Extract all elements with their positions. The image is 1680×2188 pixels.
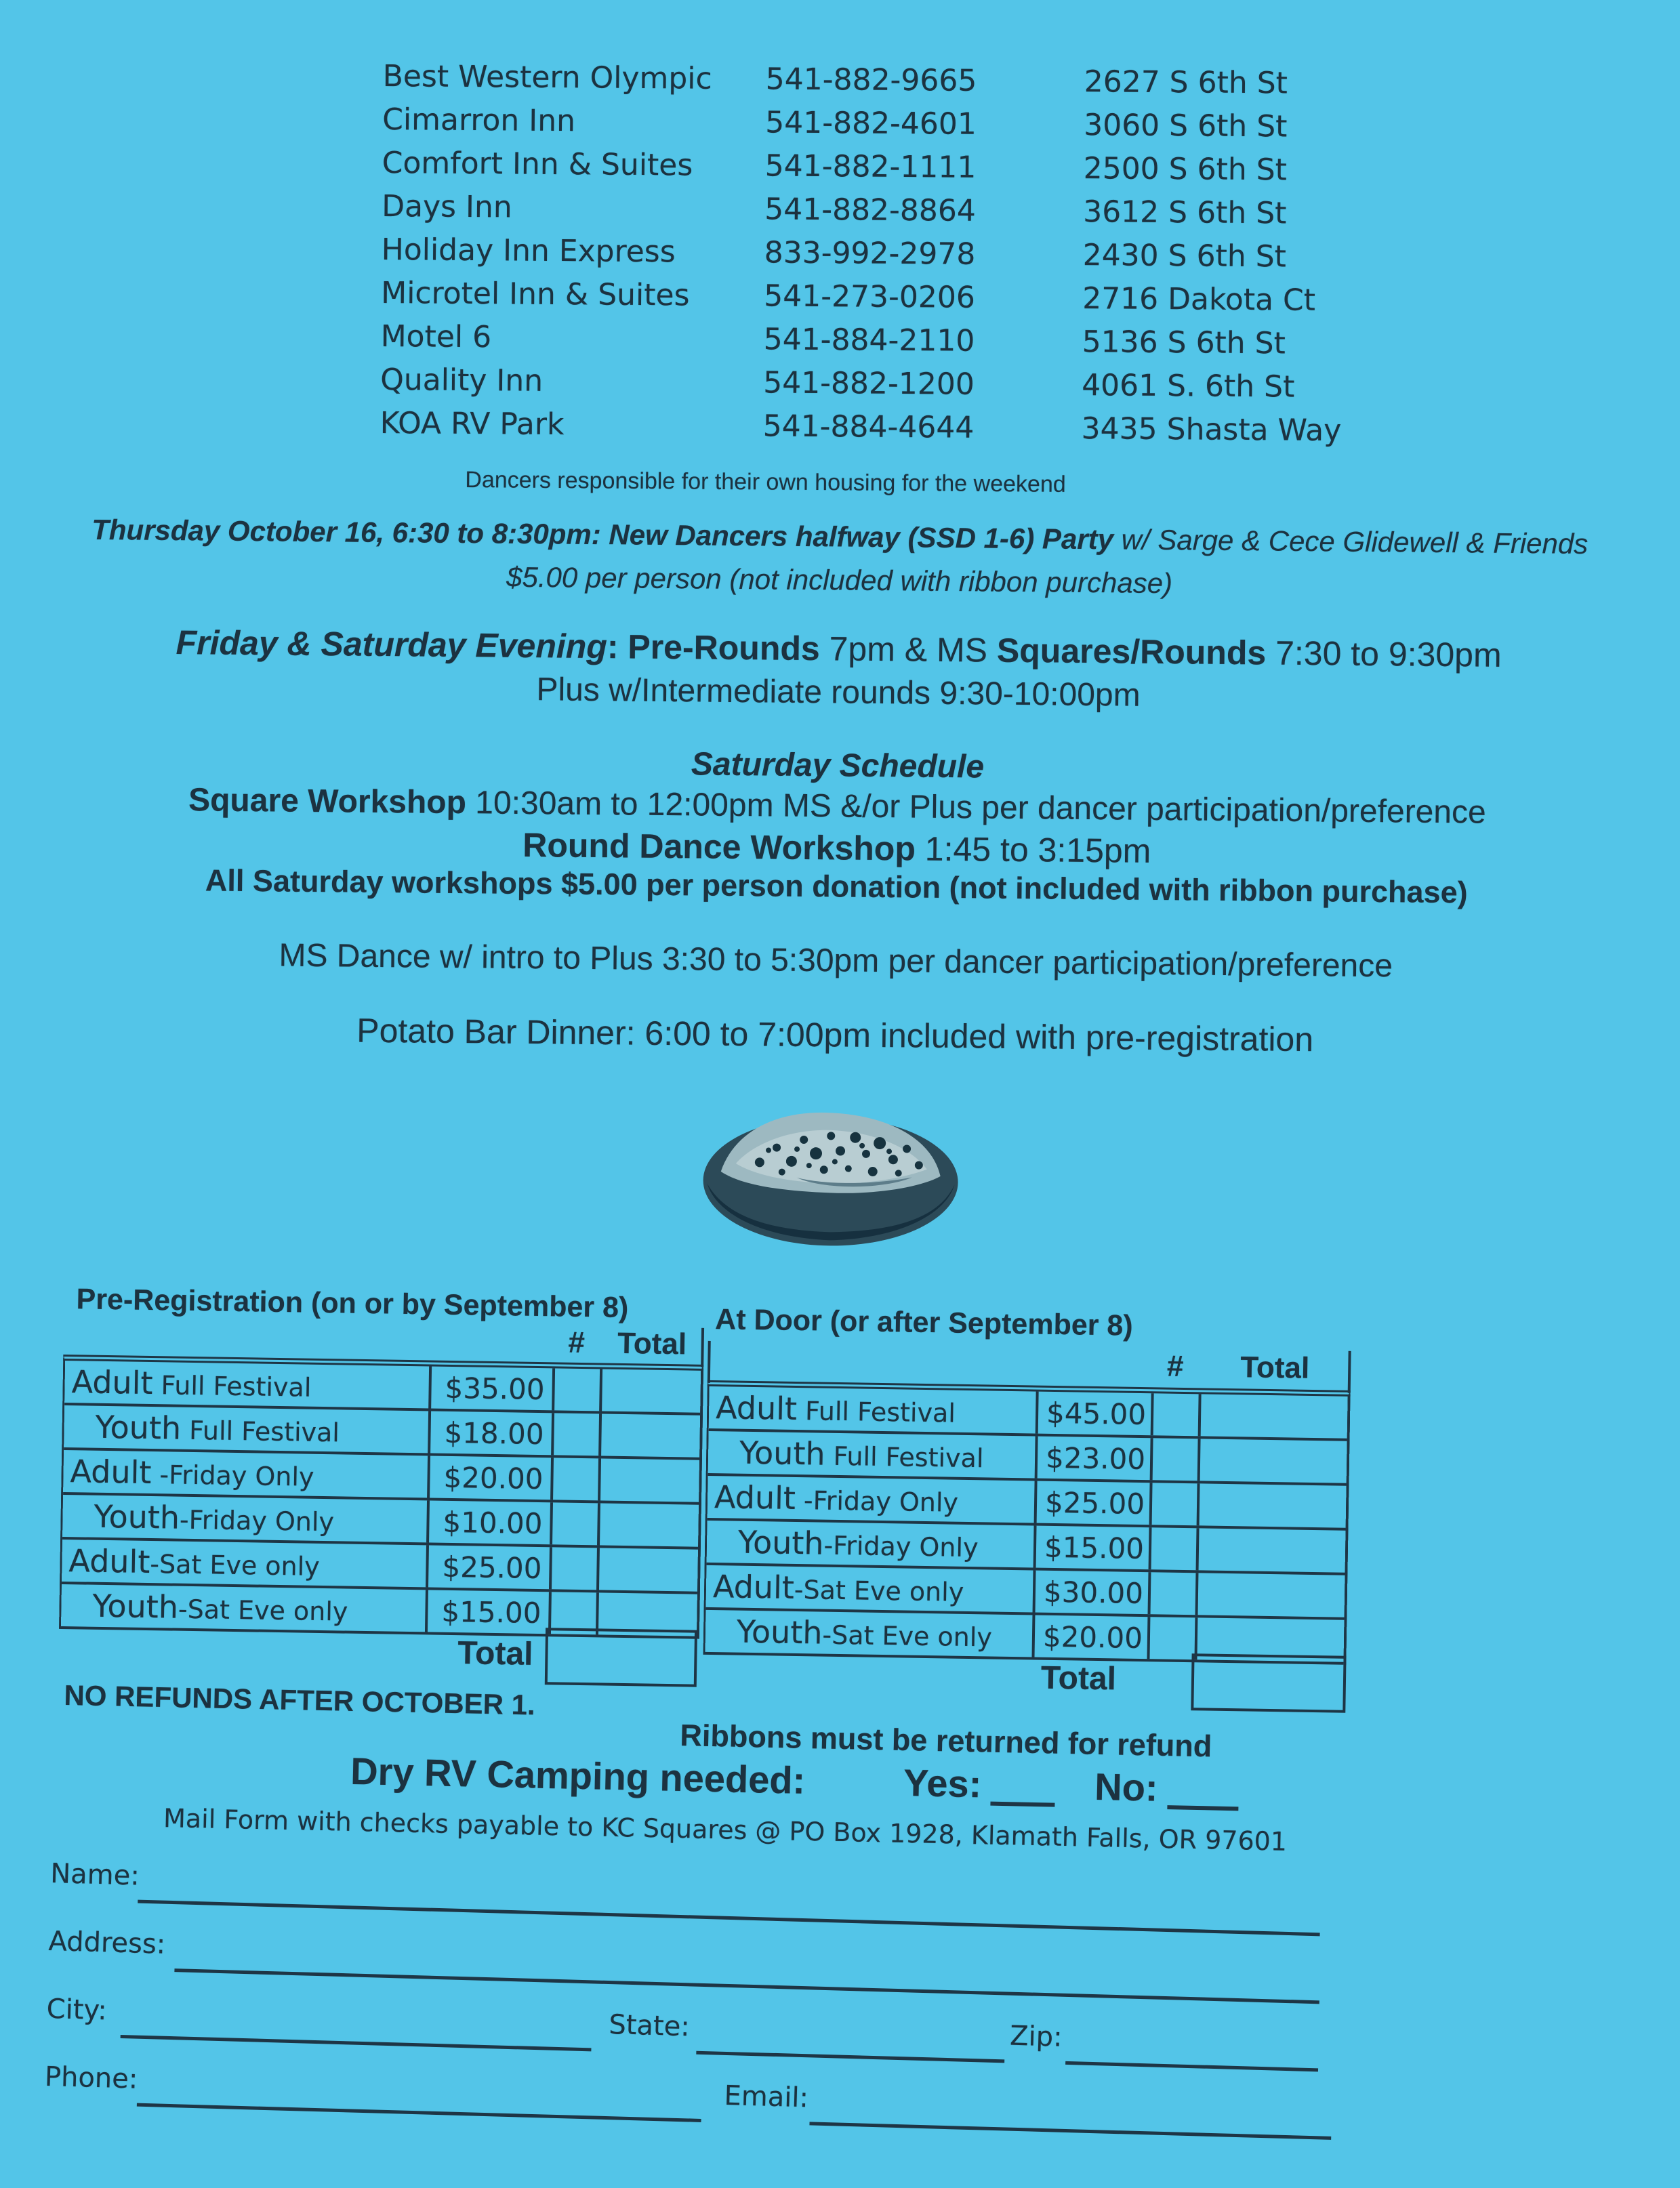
address-line[interactable] bbox=[174, 1968, 1319, 2004]
hotel-address: 5136 S 6th St bbox=[1082, 324, 1286, 360]
hotel-name: Quality Inn bbox=[380, 362, 544, 398]
item-price: $15.00 bbox=[425, 1590, 549, 1634]
item-main: Youth bbox=[92, 1587, 179, 1626]
friday-saturday-title: Friday & Saturday Evening bbox=[176, 623, 608, 666]
workshop-donation-note: All Saturday workshops $5.00 per person donation (not included with ribbon purchase) bbox=[205, 863, 1468, 910]
name-label: Name: bbox=[49, 1858, 140, 1892]
state-line[interactable] bbox=[696, 2051, 1004, 2063]
item-main: Youth bbox=[736, 1613, 823, 1651]
potato-bar-dinner-line: Potato Bar Dinner: 6:00 to 7:00pm included with pre-registration bbox=[356, 1011, 1314, 1059]
hotel-address: 2430 S 6th St bbox=[1082, 237, 1287, 274]
item-price: $20.00 bbox=[427, 1456, 551, 1500]
no-label: No: bbox=[1094, 1764, 1159, 1809]
total-column-header: Total bbox=[1239, 1350, 1310, 1385]
square-workshop-label: Square Workshop bbox=[188, 782, 467, 821]
item-main: Adult bbox=[71, 1363, 153, 1402]
ribbons-refund-note: Ribbons must be returned for refund bbox=[679, 1718, 1212, 1764]
count-column-header: # bbox=[568, 1325, 586, 1360]
item-sub: Full Festival bbox=[825, 1441, 984, 1474]
item-main: Adult bbox=[68, 1542, 150, 1581]
item-main: Youth bbox=[94, 1498, 180, 1536]
hotel-name: Microtel Inn & Suites bbox=[381, 275, 690, 313]
item-sub: -Sat Eve only bbox=[822, 1619, 993, 1653]
city-label: City: bbox=[46, 1993, 108, 2027]
housing-note: Dancers responsible for their own housing for the weekend bbox=[465, 466, 1066, 497]
hotel-name: Motel 6 bbox=[380, 318, 492, 354]
hotel-phone: 541-882-9665 bbox=[765, 61, 977, 98]
table-title: At Door (or after September 8) bbox=[714, 1303, 1134, 1342]
no-refunds-note: NO REFUNDS AFTER OCTOBER 1. bbox=[64, 1679, 536, 1721]
hotel-phone: 541-882-4601 bbox=[765, 104, 977, 142]
hotel-name: Holiday Inn Express bbox=[381, 232, 676, 269]
item-main: Youth bbox=[95, 1408, 182, 1447]
item-sub: -Friday Only bbox=[795, 1485, 959, 1518]
pre-rounds-label: Pre-Rounds bbox=[628, 627, 821, 668]
zip-line[interactable] bbox=[1065, 2061, 1318, 2071]
city-line[interactable] bbox=[121, 2035, 592, 2051]
hotel-phone: 541-273-0206 bbox=[764, 278, 976, 315]
state-label: State: bbox=[608, 2009, 691, 2043]
hotel-name: Days Inn bbox=[382, 188, 512, 225]
round-workshop-label: Round Dance Workshop bbox=[523, 825, 916, 868]
hotel-address: 2716 Dakota Ct bbox=[1082, 281, 1316, 318]
item-main: Adult bbox=[712, 1568, 795, 1606]
item-price: $18.00 bbox=[428, 1411, 552, 1455]
table-title: Pre-Registration (on or by September 8) bbox=[76, 1283, 629, 1325]
hotel-phone: 541-884-2110 bbox=[763, 321, 975, 358]
item-main: Adult bbox=[70, 1453, 152, 1491]
round-workshop-details: 1:45 to 3:15pm bbox=[915, 829, 1151, 870]
item-price: $25.00 bbox=[1034, 1481, 1150, 1525]
item-price: $23.00 bbox=[1035, 1437, 1151, 1481]
hotel-name: Cimarron Inn bbox=[382, 102, 576, 138]
separator: : bbox=[607, 627, 628, 666]
yes-label: Yes: bbox=[903, 1760, 983, 1806]
item-main: Adult bbox=[714, 1479, 796, 1516]
hotel-phone: 541-884-4644 bbox=[762, 408, 975, 445]
item-sub: -Sat Eve only bbox=[178, 1594, 348, 1627]
item-main: Youth bbox=[737, 1523, 825, 1562]
plus-rounds-line: Plus w/Intermediate rounds 9:30-10:00pm bbox=[536, 672, 1141, 714]
phone-line[interactable] bbox=[137, 2103, 701, 2122]
grand-total-label: Total bbox=[457, 1635, 533, 1672]
squares-rounds-label: Squares/Rounds bbox=[996, 631, 1267, 672]
hotel-phone: 541-882-8864 bbox=[764, 191, 977, 228]
rv-camping-question: Dry RV Camping needed: bbox=[350, 1749, 806, 1802]
count-column-header: # bbox=[1166, 1349, 1184, 1383]
hotel-name: KOA RV Park bbox=[380, 405, 565, 442]
item-price: $10.00 bbox=[426, 1500, 550, 1544]
hotel-address: 2627 S 6th St bbox=[1084, 64, 1288, 100]
friday-mid-text: 7pm & MS bbox=[819, 629, 998, 669]
item-sub: -Friday Only bbox=[151, 1460, 314, 1492]
thursday-party-callers: w/ Sarge & Cece Glidewell & Friends bbox=[1113, 523, 1589, 560]
mail-instruction: Mail Form with checks payable to KC Squares @ PO Box 1928, Klamath Falls, OR 97601 bbox=[163, 1803, 1288, 1857]
item-sub: Full Festival bbox=[180, 1415, 340, 1448]
hotel-address: 3435 Shasta Way bbox=[1081, 411, 1342, 448]
friday-times: 7:30 to 9:30pm bbox=[1265, 634, 1502, 674]
phone-label: Phone: bbox=[44, 2061, 138, 2095]
saturday-schedule-heading: Saturday Schedule bbox=[691, 746, 985, 785]
hotel-phone: 541-882-1111 bbox=[764, 148, 977, 185]
total-column-header: Total bbox=[617, 1326, 687, 1361]
item-price: $15.00 bbox=[1033, 1526, 1149, 1570]
address-label: Address: bbox=[47, 1925, 166, 1960]
item-price: $25.00 bbox=[426, 1545, 550, 1589]
hotel-phone: 541-882-1200 bbox=[762, 365, 975, 402]
item-sub: -Friday Only bbox=[179, 1504, 335, 1537]
item-sub: -Friday Only bbox=[823, 1530, 979, 1563]
hotel-address: 4061 S. 6th St bbox=[1081, 367, 1295, 405]
item-main: Adult bbox=[715, 1389, 798, 1427]
ms-dance-line: MS Dance w/ intro to Plus 3:30 to 5:30pm per dancer participation/preference bbox=[279, 937, 1393, 985]
party-fee-line: $5.00 per person (not included with ribbon purchase) bbox=[506, 560, 1173, 600]
item-price: $35.00 bbox=[428, 1366, 552, 1410]
thursday-party-main: Thursday October 16, 6:30 to 8:30pm: New Dancers halfway (SSD 1-6) Party bbox=[91, 513, 1114, 556]
item-main: Youth bbox=[739, 1434, 826, 1472]
item-price: $45.00 bbox=[1036, 1392, 1151, 1436]
hotel-name: Best Western Olympic bbox=[382, 58, 712, 96]
item-price: $30.00 bbox=[1033, 1571, 1149, 1615]
hotel-address: 2500 S 6th St bbox=[1083, 150, 1288, 187]
email-label: Email: bbox=[723, 2080, 809, 2114]
item-sub: Full Festival bbox=[152, 1370, 312, 1403]
name-line[interactable] bbox=[138, 1900, 1319, 1937]
hotel-address: 3060 S 6th St bbox=[1083, 107, 1288, 144]
hotel-name: Comfort Inn & Suites bbox=[382, 145, 693, 183]
item-sub: -Sat Eve only bbox=[794, 1574, 964, 1607]
item-sub: Full Festival bbox=[796, 1396, 956, 1428]
item-price: $20.00 bbox=[1031, 1615, 1147, 1659]
email-line[interactable] bbox=[809, 2122, 1331, 2139]
hotel-address: 3612 S 6th St bbox=[1082, 194, 1287, 230]
hotel-phone: 833-992-2978 bbox=[764, 234, 976, 272]
square-workshop-details: 10:30am to 12:00pm MS &/or Plus per dancer participation/preference bbox=[466, 785, 1486, 831]
zip-label: Zip: bbox=[1009, 2020, 1063, 2053]
grand-total-label: Total bbox=[1040, 1659, 1117, 1697]
item-sub: -Sat Eve only bbox=[149, 1549, 321, 1582]
